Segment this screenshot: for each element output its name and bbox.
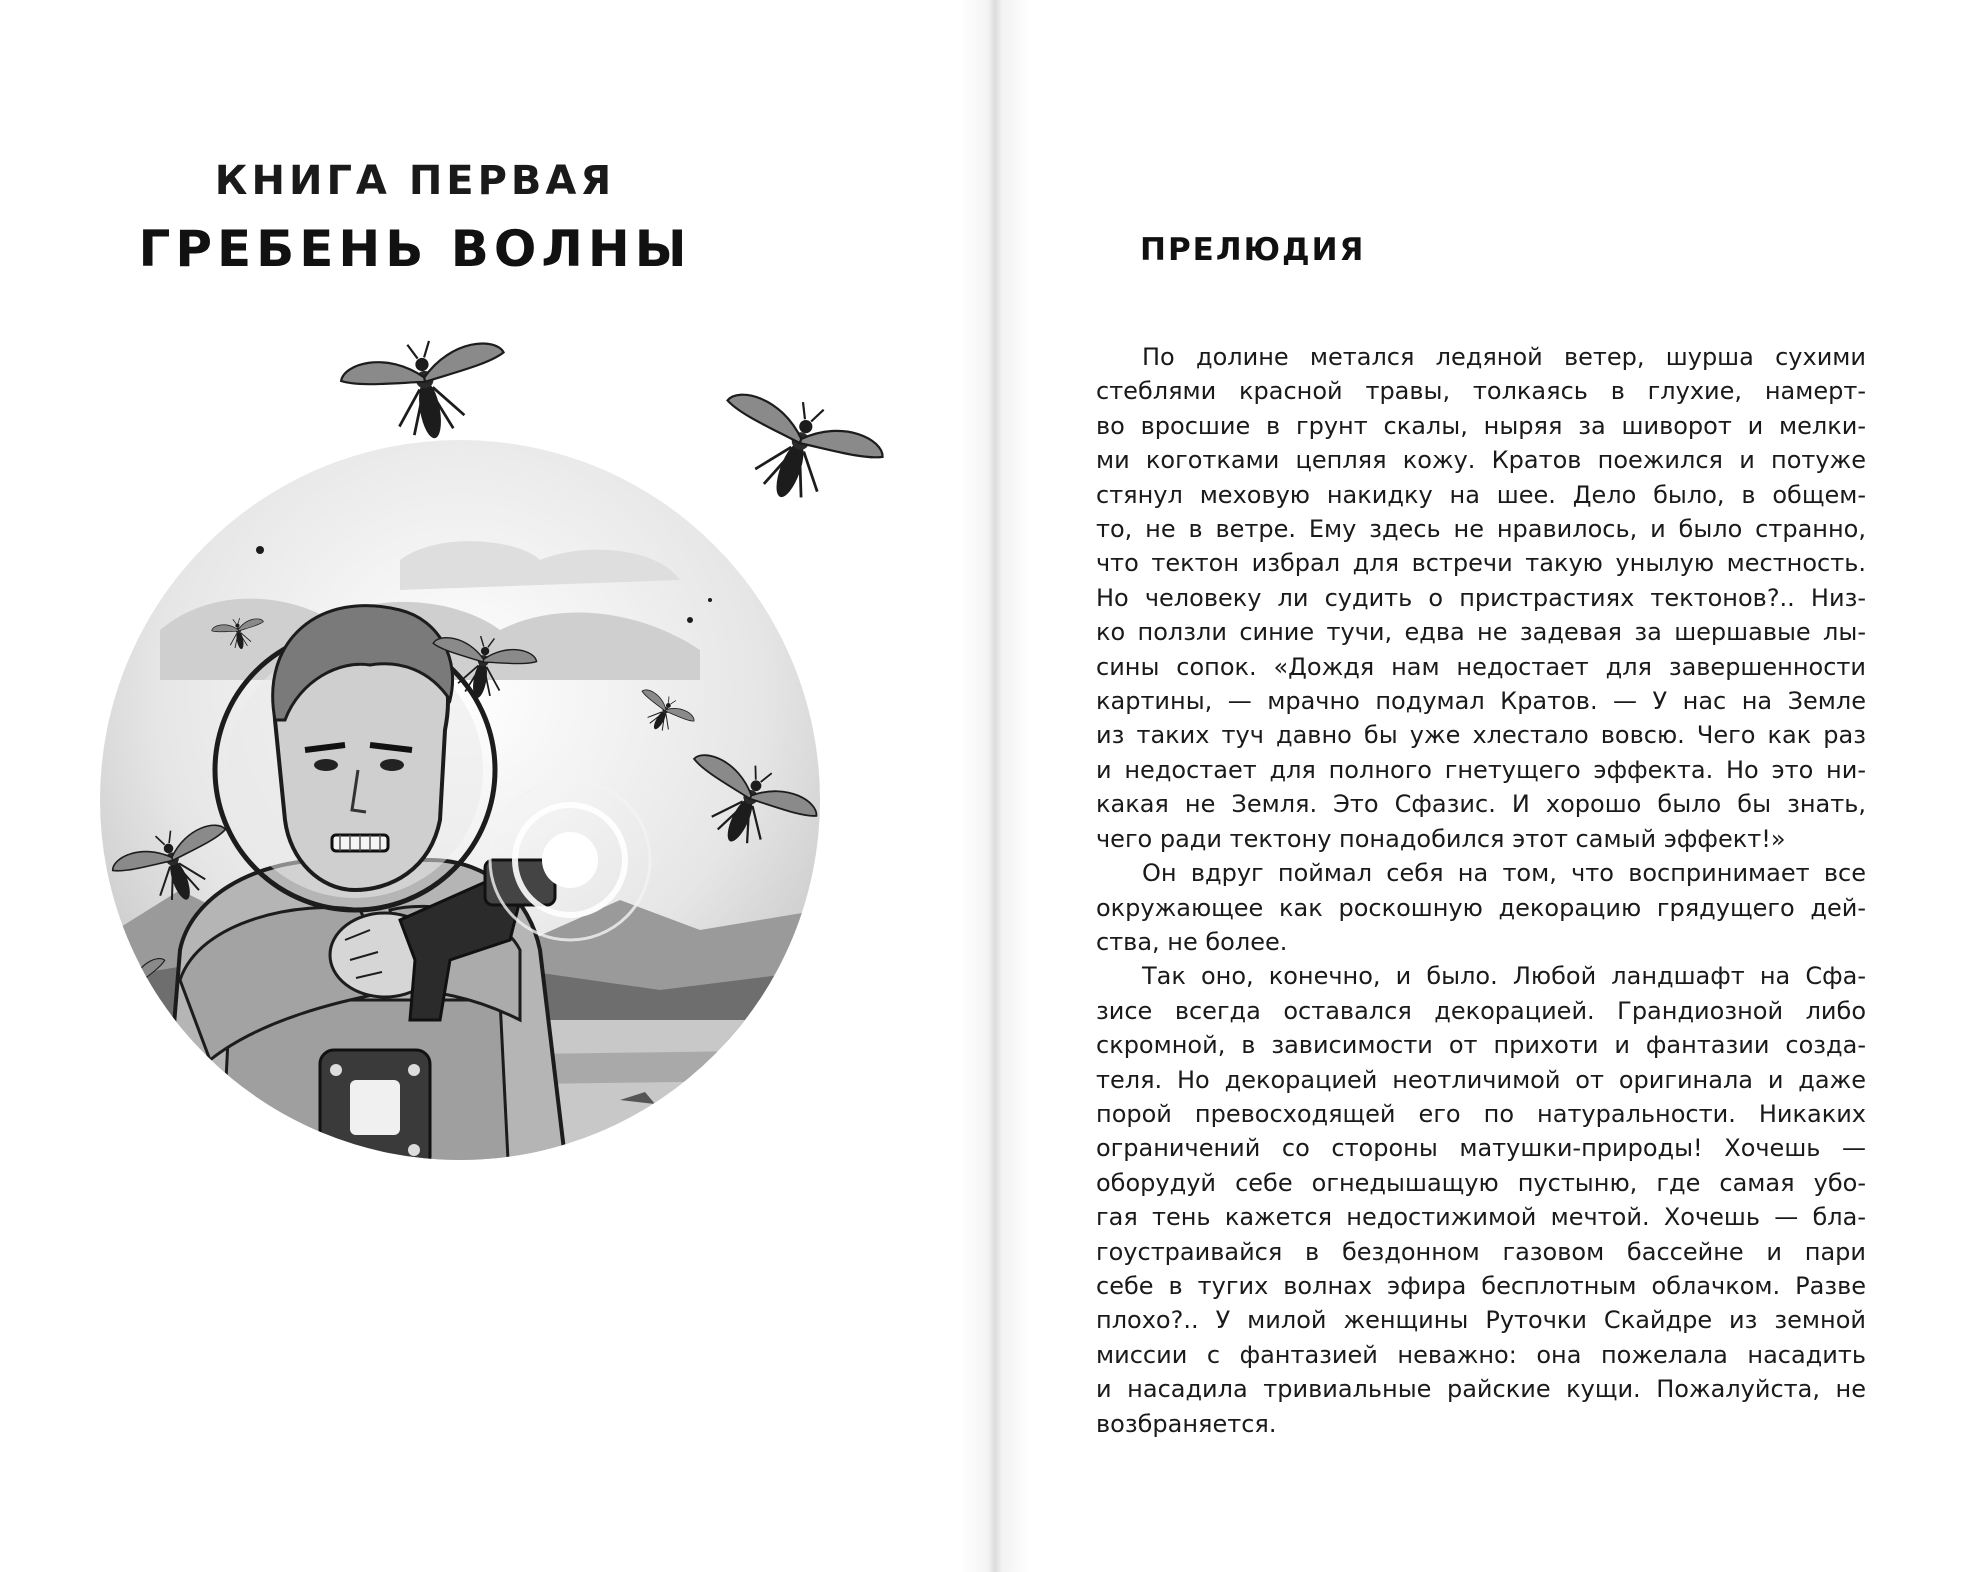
text-line: чего ради тектону понадобился этот самый эффект!» <box>1096 824 1786 853</box>
text-line: порой превосходящей его по натуральности. Никаких <box>1096 1099 1866 1128</box>
text-line: окружающее как роскошную декорацию грядущего дей- <box>1096 893 1866 922</box>
text-line: теля. Но декорацией неотличимой от оригинала и даже <box>1096 1065 1866 1094</box>
text-line: плохо?.. У милой женщины Руточки Скайдре из земной <box>1096 1306 1866 1335</box>
text-line: стеблями красной травы, толкаясь в глухие, намерт- <box>1096 377 1866 406</box>
text-line: оборудуй себе огнедышащую пустыню, где самая убо- <box>1096 1168 1866 1197</box>
text-line: стянул меховую накидку на шее. Дело было, в общем- <box>1096 480 1866 509</box>
text-line: скромной, в зависимости от прихоти и фантазии созда- <box>1096 1031 1866 1060</box>
text-line: ми коготками цепляя кожу. Кратов поежился и потуже <box>1096 446 1866 475</box>
book-label: КНИГА ПЕРВАЯ <box>214 158 616 204</box>
right-page <box>1030 0 1980 1572</box>
text-line: Но человеку ли судить о пристрастиях тектонов?.. Низ- <box>1096 583 1866 612</box>
text-line: то, не в ветре. Ему здесь не нравилось, и было странно, <box>1096 515 1866 544</box>
text-line: зисе всегда оставался декорацией. Грандиозной либо <box>1096 996 1866 1025</box>
text-line: во вросшие в грунт скалы, ныряя за шиворот и мелки- <box>1096 411 1866 440</box>
text-line: возбраняется. <box>1096 1409 1277 1438</box>
text-line: ограничений со стороны матушки-природы! Хочешь — <box>1096 1134 1866 1163</box>
text-line: сины сопок. «Дождя нам недостает для завершенности <box>1096 652 1866 681</box>
text-line: картины, — мрачно подумал Кратов. — У нас на Земле <box>1096 687 1866 716</box>
text-line: и насадила тривиальные райские кущи. Пожалуйста, не <box>1096 1375 1866 1404</box>
text-line: По долине метался ледяной ветер, шурша сухими <box>1142 343 1866 371</box>
text-line: миссии с фантазией неважно: она пожелала насадить <box>1096 1340 1866 1369</box>
text-line: ко ползли синие тучи, едва не задевая за шершавые лы- <box>1096 618 1866 647</box>
text-line: себе в тугих волнах эфира бесплотным облачком. Разве <box>1096 1271 1866 1300</box>
astronaut-with-wasps-illustration <box>100 300 920 1200</box>
text-line: ства, не более. <box>1096 927 1288 956</box>
book-title: ГРЕБЕНЬ ВОЛНЫ <box>138 220 692 278</box>
text-line: и недостает для полного гнетущего эффекта. Но это ни- <box>1096 755 1866 784</box>
text-line: Так оно, конечно, и было. Любой ландшафт на Сфа- <box>1142 962 1866 991</box>
chapter-title: ПРЕЛЮДИЯ <box>1140 232 1366 268</box>
text-line: гоустраивайся в бездонном газовом бассейне и пари <box>1096 1237 1866 1266</box>
text-line: из таких туч давно бы уже хлестало вовсю. Чего как раз <box>1096 721 1866 750</box>
text-line: гая тень кажется недостижимой мечтой. Хочешь — бла- <box>1096 1203 1866 1232</box>
text-line: Он вдруг поймал себя на том, что воспринимает все <box>1142 859 1866 888</box>
body-text <box>1096 340 1866 1441</box>
text-line: какая не Земля. Это Сфазис. И хорошо было бы знать, <box>1096 790 1866 819</box>
book-gutter <box>960 0 1030 1572</box>
text-line: что тектон избрал для встречи такую унылую местность. <box>1096 549 1866 578</box>
